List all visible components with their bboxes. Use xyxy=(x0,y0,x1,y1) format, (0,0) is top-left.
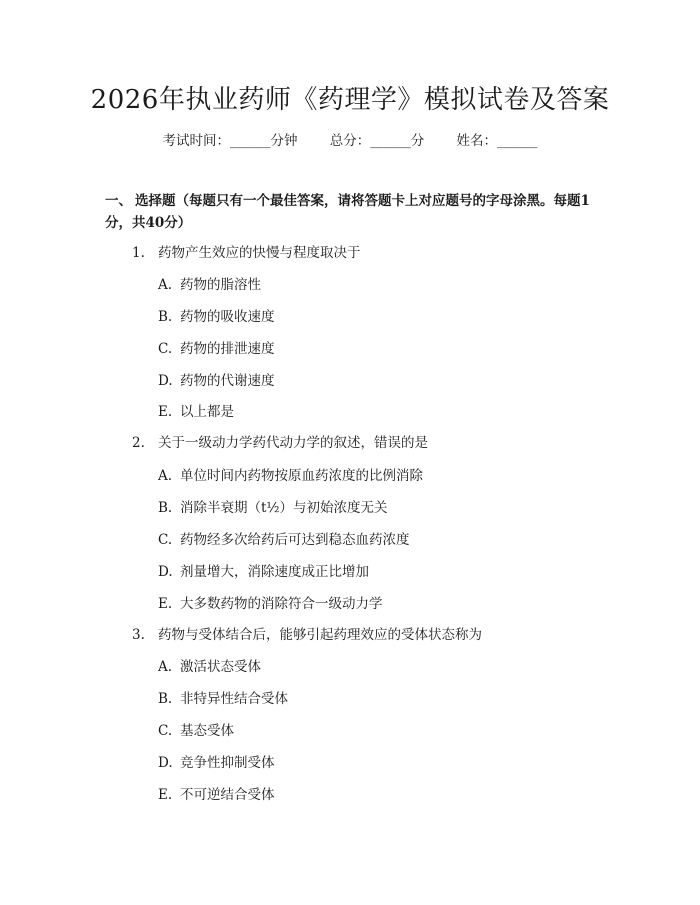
option-item xyxy=(158,562,369,582)
question-3 xyxy=(132,625,482,645)
option-item xyxy=(158,785,275,805)
total-score-blank: ______ xyxy=(370,133,411,149)
option-item xyxy=(158,402,234,422)
exam-info-line xyxy=(0,131,700,151)
question-stem: 药物与受体结合后，能够引起药理效应的受体状态称为 xyxy=(158,627,482,643)
option-item xyxy=(158,530,410,550)
option-letter: A. xyxy=(158,468,173,484)
option-text: 剂量增大，消除速度成正比增加 xyxy=(180,564,369,580)
question-2 xyxy=(132,433,428,453)
exam-time-field xyxy=(162,131,297,151)
option-letter: A. xyxy=(158,277,173,293)
option-letter: C. xyxy=(158,723,173,739)
exam-time-unit: 分钟 xyxy=(270,133,298,149)
option-item xyxy=(158,498,388,518)
option-letter: B. xyxy=(158,309,173,325)
question-stem: 关于一级动力学药代动力学的叙述，错误的是 xyxy=(158,435,428,451)
option-letter: D. xyxy=(158,373,173,389)
option-text: 药物的代谢速度 xyxy=(180,373,275,389)
option-letter: D. xyxy=(158,564,173,580)
option-text: 大多数药物的消除符合一级动力学 xyxy=(180,596,383,612)
option-letter: E. xyxy=(158,596,173,612)
option-letter: C. xyxy=(158,341,173,357)
total-score-unit: 分 xyxy=(410,133,425,149)
option-text: 消除半衰期（t½）与初始浓度无关 xyxy=(180,500,388,516)
section-instructions: 选择题（每题只有一个最佳答案，请将答题卡上对应题号的字母涂黑。每题1分，共40分） xyxy=(105,193,590,231)
option-letter: A. xyxy=(158,659,173,675)
option-text: 非特异性结合受体 xyxy=(180,691,288,707)
option-letter: C. xyxy=(158,532,173,548)
option-item xyxy=(158,657,261,677)
option-letter: D. xyxy=(158,755,173,771)
option-item xyxy=(158,339,275,359)
page-title: 2026年执业药师《药理学》模拟试卷及答案 xyxy=(90,85,610,115)
option-text: 以上都是 xyxy=(180,404,234,420)
option-letter: B. xyxy=(158,691,173,707)
option-item xyxy=(158,307,275,327)
exam-time-label: 考试时间： xyxy=(162,133,230,149)
option-text: 激活状态受体 xyxy=(180,659,261,675)
option-text: 基态受体 xyxy=(180,723,234,739)
option-text: 药物经多次给药后可达到稳态血药浓度 xyxy=(180,532,410,548)
option-item xyxy=(158,275,261,295)
option-letter: B. xyxy=(158,500,173,516)
name-label: 姓名： xyxy=(456,133,498,149)
option-item xyxy=(158,753,275,773)
option-item xyxy=(158,594,383,614)
option-text: 药物的脂溶性 xyxy=(180,277,261,293)
option-item xyxy=(158,371,275,391)
option-item xyxy=(158,689,288,709)
option-letter: E. xyxy=(158,787,173,803)
total-score-field xyxy=(330,131,425,151)
question-number: 2. xyxy=(132,435,145,451)
option-letter: E. xyxy=(158,404,173,420)
name-field xyxy=(457,131,538,151)
question-stem: 药物产生效应的快慢与程度取决于 xyxy=(158,245,361,261)
option-text: 药物的吸收速度 xyxy=(180,309,275,325)
option-item xyxy=(158,721,234,741)
question-1 xyxy=(132,243,361,263)
option-text: 单位时间内药物按原血药浓度的比例消除 xyxy=(180,468,423,484)
option-text: 竞争性抑制受体 xyxy=(180,755,275,771)
section-heading xyxy=(105,190,600,234)
option-item xyxy=(158,466,423,486)
option-text: 药物的排泄速度 xyxy=(180,341,275,357)
option-text: 不可逆结合受体 xyxy=(180,787,275,803)
question-number: 1. xyxy=(132,245,145,261)
total-score-label: 总分： xyxy=(329,133,371,149)
section-number: 一、 xyxy=(105,193,132,209)
name-blank: ______ xyxy=(497,133,538,149)
question-number: 3. xyxy=(132,627,145,643)
exam-time-blank: ______ xyxy=(229,133,271,149)
